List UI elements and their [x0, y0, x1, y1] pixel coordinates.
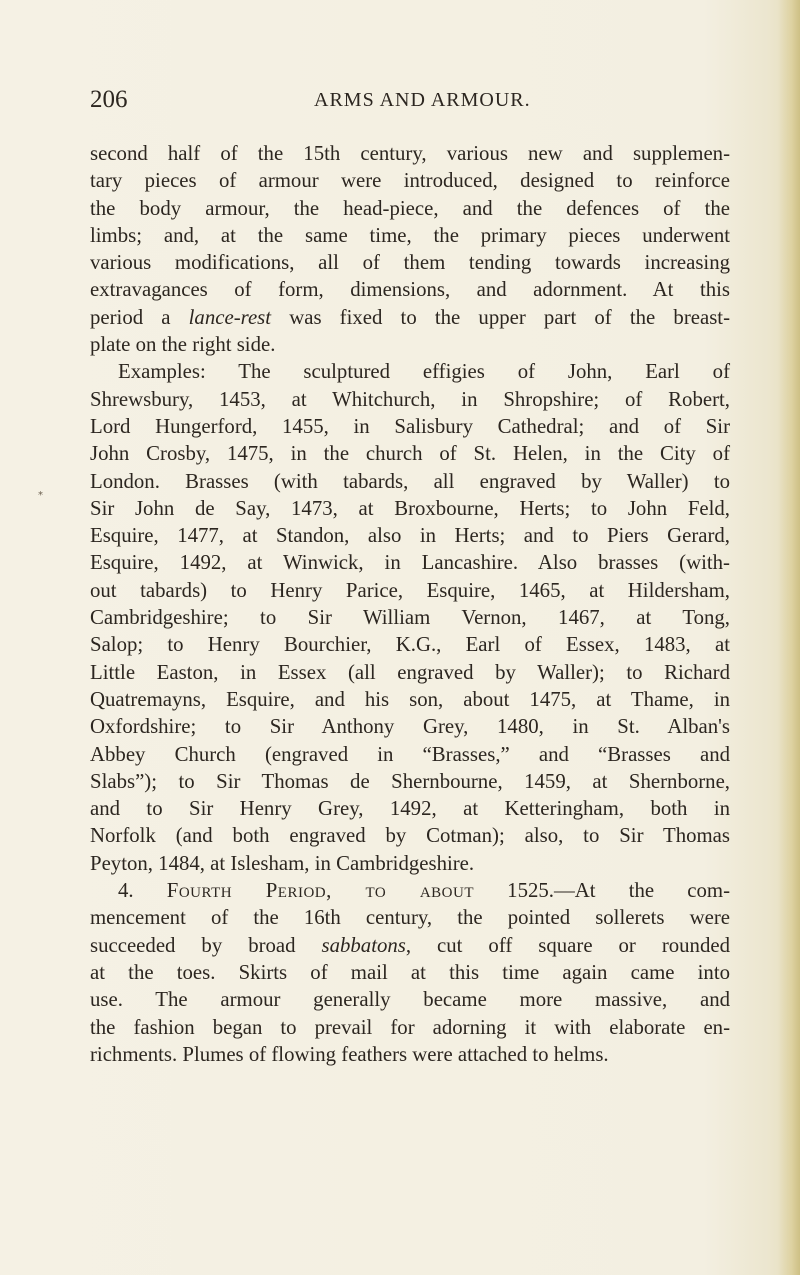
- text-line: use. The armour generally became more massive, and: [90, 988, 730, 1012]
- text-line: plate on the right side.: [90, 333, 276, 357]
- section-heading: Fourth Period, to about: [166, 879, 475, 903]
- text-run: period a: [90, 305, 189, 329]
- text-run: was fixed to the upper part of the breast-: [271, 305, 730, 329]
- text-line: the fashion began to prevail for adorning it with elaborate en-: [90, 1015, 730, 1039]
- text-line: Quatremayns, Esquire, and his son, about 1475, at Thame, in: [90, 687, 730, 711]
- text-line: tary pieces of armour were introduced, designed to reinforce: [90, 169, 730, 193]
- text-line: Sir John de Say, 1473, at Broxbourne, Herts; to John Feld,: [90, 496, 730, 520]
- text-line: Slabs”); to Sir Thomas de Shernbourne, 1459, at Shernborne,: [90, 769, 730, 793]
- margin-mark: *: [38, 490, 43, 501]
- page-header: [90, 86, 730, 116]
- page-edge-shading: [778, 0, 800, 1275]
- text-line: [90, 304, 730, 331]
- text-line: extravagances of form, dimensions, and adornment. At this: [90, 278, 730, 302]
- text-line: richments. Plumes of flowing feathers were attached to helms.: [90, 1042, 609, 1066]
- paragraph-continuation: [90, 140, 730, 358]
- paragraph-fourth-period: [90, 877, 730, 1068]
- text-line: London. Brasses (with tabards, all engraved by Waller) to: [90, 469, 730, 493]
- text-line: Examples: The sculptured effigies of John, Earl of: [118, 360, 730, 384]
- text-line: and to Sir Henry Grey, 1492, at Ketteringham, both in: [90, 797, 730, 821]
- text-line: Oxfordshire; to Sir Anthony Grey, 1480, in St. Alban's: [90, 715, 730, 739]
- text-run: succeeded by broad: [90, 933, 322, 957]
- section-number: 4.: [118, 879, 167, 903]
- italic-term: sabbatons: [321, 933, 406, 957]
- text-run: 1525.—At the com-: [474, 879, 730, 903]
- italic-term: lance-rest: [188, 305, 272, 329]
- text-line: at the toes. Skirts of mail at this time again came into: [90, 960, 730, 984]
- text-line: [90, 932, 730, 959]
- running-head: ARMS AND ARMOUR.: [314, 89, 531, 111]
- text-line: limbs; and, at the same time, the primary pieces underwent: [90, 223, 730, 247]
- text-line: Little Easton, in Essex (all engraved by Waller); to Richard: [90, 660, 730, 684]
- text-line: Abbey Church (engraved in “Brasses,” and “Brasses and: [90, 742, 730, 766]
- text-line: Cambridgeshire; to Sir William Vernon, 1467, at Tong,: [90, 606, 730, 630]
- text-line: Peyton, 1484, at Islesham, in Cambridgeshire.: [90, 851, 475, 875]
- text-run: , cut off square or rounded: [405, 933, 730, 957]
- text-line: Shrewsbury, 1453, at Whitchurch, in Shropshire; of Robert,: [90, 387, 730, 411]
- body-text: [90, 140, 730, 1068]
- text-line: the body armour, the head-piece, and the defences of the: [90, 196, 730, 220]
- text-line: mencement of the 16th century, the pointed sollerets were: [90, 906, 730, 930]
- text-line: John Crosby, 1475, in the church of St. Helen, in the City of: [90, 442, 730, 466]
- text-line: [90, 877, 730, 904]
- text-line: Esquire, 1477, at Standon, also in Herts; and to Piers Gerard,: [90, 524, 730, 548]
- text-line: various modifications, all of them tending towards increasing: [90, 251, 730, 275]
- text-line: Salop; to Henry Bourchier, K.G., Earl of Essex, 1483, at: [90, 633, 730, 657]
- text-line: Norfolk (and both engraved by Cotman); also, to Sir Thomas: [90, 824, 730, 848]
- text-line: second half of the 15th century, various new and supplemen-: [90, 142, 730, 165]
- text-line: Esquire, 1492, at Winwick, in Lancashire. Also brasses (with-: [90, 551, 730, 575]
- text-line: Lord Hungerford, 1455, in Salisbury Cathedral; and of Sir: [90, 414, 730, 438]
- paragraph-examples: [90, 358, 730, 877]
- page-number: 206: [90, 86, 128, 113]
- text-line: out tabards) to Henry Parice, Esquire, 1465, at Hildersham,: [90, 578, 730, 602]
